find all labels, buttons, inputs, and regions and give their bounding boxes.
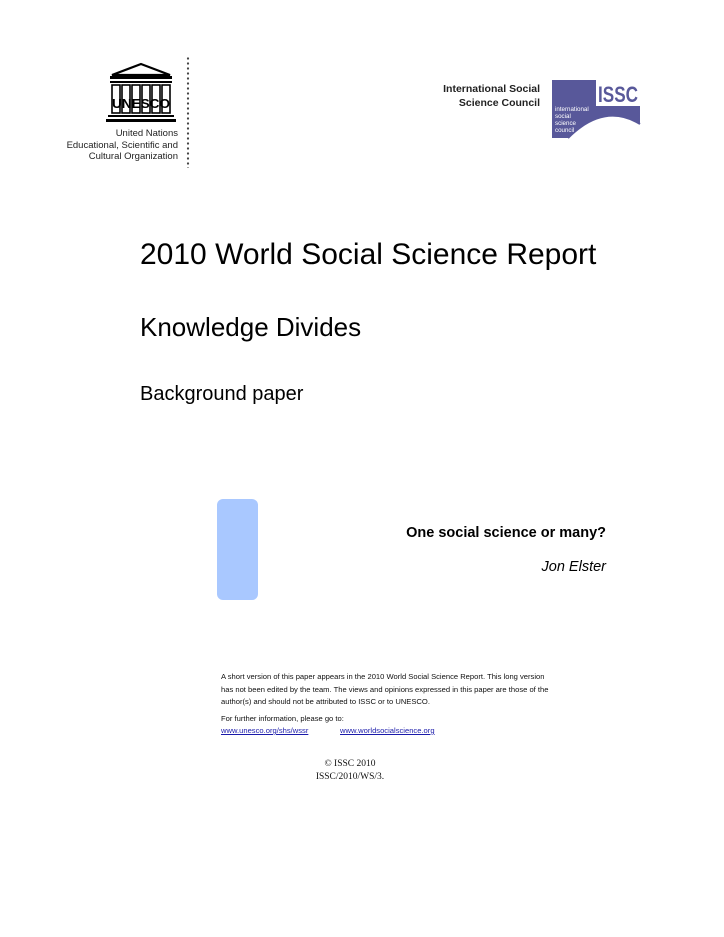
issc-logo-text: ISSC xyxy=(598,82,639,107)
report-subtitle: Knowledge Divides xyxy=(140,312,362,342)
issc-logo xyxy=(552,80,640,138)
disclaimer-line: author(s) and should not be attributed to ISSC or to UNESCO. xyxy=(221,697,430,706)
unesco-logo-text: UNESCO xyxy=(112,97,171,111)
issc-name-line: Science Council xyxy=(458,97,540,109)
info-label: For further information, please go to: xyxy=(221,714,344,723)
dotted-divider xyxy=(186,56,190,168)
unesco-wssr-link[interactable]: www.unesco.org/shs/wssr xyxy=(221,726,309,735)
issc-name xyxy=(400,82,540,110)
worldsocialscience-link[interactable]: www.worldsocialscience.org xyxy=(340,726,435,735)
paper-title: One social science or many? xyxy=(406,525,606,541)
issc-name-line: International Social xyxy=(443,83,540,95)
disclaimer-note xyxy=(221,671,613,709)
issc-logo-sub: international xyxy=(555,106,589,113)
issc-logo-sub: social xyxy=(555,113,571,120)
report-title: 2010 World Social Science Report xyxy=(140,238,597,271)
copyright-text: © ISSC 2010 xyxy=(324,759,376,769)
document-type: Background paper xyxy=(140,383,304,405)
issc-logo-sub: council xyxy=(555,127,575,134)
accent-tab xyxy=(217,499,258,600)
unesco-name-line: Educational, Scientific and xyxy=(66,139,178,151)
unesco-name-line: United Nations xyxy=(115,128,178,139)
disclaimer-line: has not been edited by the team. The views and opinions expressed in this paper are those of the xyxy=(221,684,549,694)
disclaimer-line: A short version of this paper appears in the 2010 World Social Science Report. This long version xyxy=(221,672,545,681)
issc-logo-sub: science xyxy=(555,120,576,127)
copyright-block xyxy=(300,758,400,783)
unesco-name-line: Cultural Organization xyxy=(88,151,178,163)
unesco-name xyxy=(40,128,178,163)
unesco-logo xyxy=(100,62,182,124)
paper-author: Jon Elster xyxy=(541,559,606,575)
document-code: ISSC/2010/WS/3. xyxy=(315,771,385,782)
